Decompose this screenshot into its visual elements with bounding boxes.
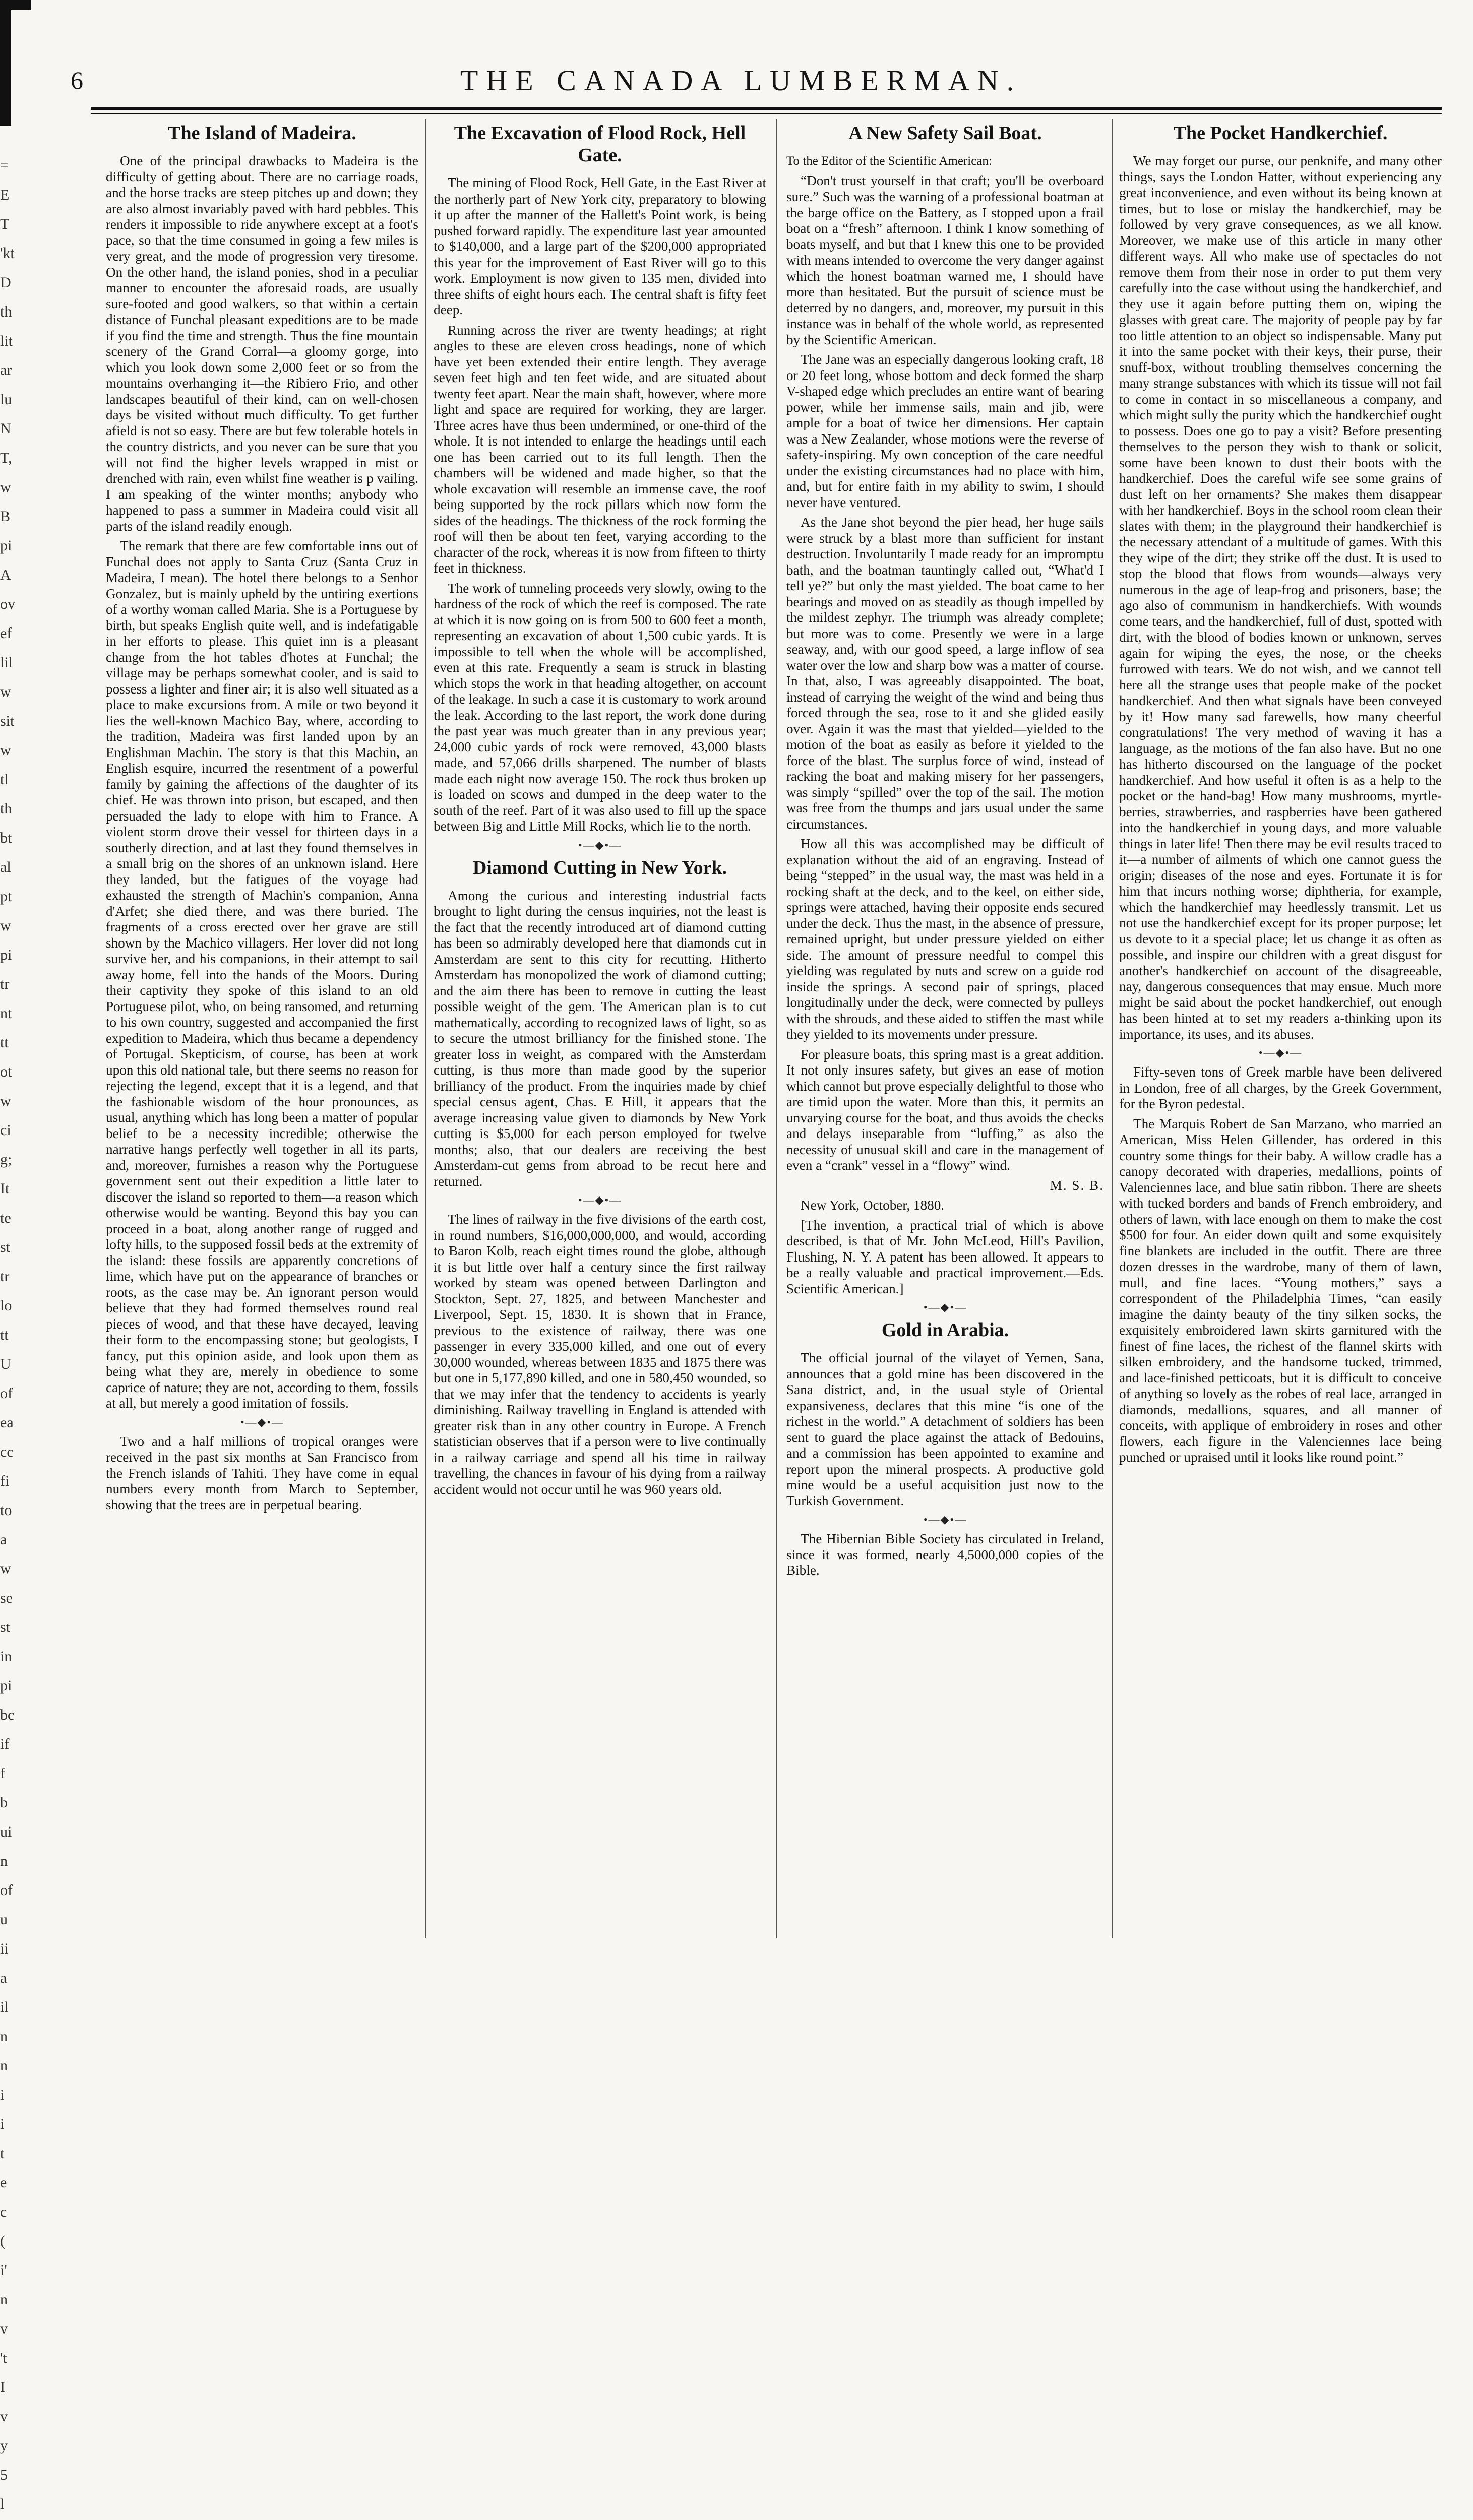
margin-fragment: of bbox=[0, 1882, 13, 1899]
margin-fragment: w bbox=[0, 683, 11, 700]
margin-fragment: te bbox=[0, 1210, 11, 1226]
article-paragraph: How all this was accomplished may be difficult of explanation without the aid of an engraving. Instead of being “stepped” in the usual way, the mast was held in a rocking shaft at the deck, and to the keel, on either side, springs were attached, having their opposite ends secured under the deck. Thus the mast, in the absence of pressure, remained upright, but under pressure yielded on either side. The amount of pressure needful to compel this yielding was regulated by nuts and screw on a guide rod inside the springs. A second pair of springs, placed longitudinally under the deck, were connected by pulleys with the shrouds, and these aided to stiffen the mast while they yielded to its movements under pressure. bbox=[786, 836, 1104, 1042]
margin-fragment: of bbox=[0, 1385, 13, 1402]
article-paragraph: Among the curious and interesting industrial facts brought to light during the census inquiries, not the least is the fact that the recently introduced art of diamond cutting has been so admirably developed here that diamonds cut in Amsterdam are sent to this city for recutting. Hitherto Amsterdam has monopolized the work of diamond cutting; and the aim there has been to remove in cutting the least possible weight of the gem. The American plan is to cut mathematically, according to recognized laws of light, so as to secure the utmost brilliancy for the finished stone. The greater loss in weight, as compared with the Amsterdam cutting, is thus more than made good by the superior brilliancy of the product. From the inquiries made by chief special census agent, Chas. E Hill, it appears that the average increasing value given to diamonds by New York cutting is $5,000 for each person employed for twelve months; also, that our dealers are receiving the best Amsterdam-cut gems from abroad to be recut here and returned. bbox=[434, 888, 766, 1189]
margin-fragment: pt bbox=[0, 888, 12, 905]
news-brief: Two and a half millions of tropical oranges were received in the past six months at San Francisco from the French islands of Tahiti. They have come in equal numbers every month from March to September, showing that the trees are in perpetual bearing. bbox=[106, 1433, 418, 1513]
margin-fragment: sit bbox=[0, 713, 15, 729]
margin-fragment: f bbox=[0, 1765, 5, 1782]
margin-fragment: ot bbox=[0, 1063, 12, 1080]
column-divider bbox=[776, 119, 777, 1938]
section-separator: •—◆•— bbox=[923, 1301, 967, 1313]
margin-fragment: A bbox=[0, 566, 11, 583]
margin-fragment: lu bbox=[0, 391, 12, 408]
margin-fragment: c bbox=[0, 2203, 7, 2220]
margin-fragment: fi bbox=[0, 1473, 10, 1489]
margin-fragment: i bbox=[0, 2116, 5, 2132]
article-paragraph: The remark that there are few comfortable inns out of Funchal does not apply to Santa Cruz (Santa Cruz in Madeira, I mean). The hotel there belongs to a Senhor Gonzalez, but is mainly upheld by the untiring exertions of a worthy woman called Maria. She is a Portuguese by birth, but speaks English quite well, and is indefatigable in her efforts to please. This quiet inn is a pleasant change from the hot tables d'hotes at Funchal; the village may be perhaps somewhat cooler, and is said to possess a lighter and finer air; it is also well situated as a place to make excursions from. A mile or two beyond it lies the well-known Machico Bay, where, according to the tradition, Madeira was first landed upon by an Englishman Machin. The story is that this Machin, an English esquire, incurred the resentment of a powerful family by gaining the affections of the daughter of its chief. He was thrown into prison, but escaped, and then persuaded the lady to elope with him to France. A violent storm drove their vessel for thirteen days in a southerly direction, and at last they found themselves in a small brig on the shores of an unknown island. Here they landed, but the fatigues of the voyage had exhausted the strength of Machin's companion, Anna d'Arfet; she died there, and was there buried. The fragments of a cross erected over her grave are still shown by the Machico villagers. Her lover did not long survive her, and his companions, in their attempt to sail away home, fell into the hands of the Moors. During their captivity they spoke of this island to an old Portuguese pilot, who, on being ransomed, and returning to his own country, suggested and accompanied the first expedition to Madeira, which thus became a dependency of Portugal. Skepticism, of course, has been at work upon this old national tale, but there seems no reason for rejecting the legend, except that it is a legend, and that the fashionable wisdom of the hour pronounces, as usual, anything which has long been a matter of popular belief to be a necessity incredible; otherwise the narrative hangs perfectly well together in all its parts, and, moreover, furnishes a reason why the Portuguese government sent out their expedition a little later to discover the island so reported to them—a reason which otherwise would be wanting. Beyond this bay you can proceed in a boat, along another range of rugged and lofty hills, to the supposed fossil beds at the extremity of the island: these fossils are apparently concretions of lime, which have put on the appearance of branches or roots, as the case may be. An ignorant person would believe that they had formed themselves round real pieces of wood, and that these have decayed, leaving their form to the encompassing stone; but geologists, I fancy, put this opinion aside, and look upon them as being what they are, merely in obedience to some caprice of nature; they are not, according to them, fossils at all, but merely a good imitation of fossils. bbox=[106, 538, 418, 1411]
margin-fragment: = bbox=[0, 157, 9, 174]
margin-fragment: 't bbox=[0, 2350, 7, 2366]
margin-fragment: ea bbox=[0, 1414, 14, 1431]
margin-fragment: tt bbox=[0, 1034, 9, 1051]
article-paragraph: The work of tunneling proceeds very slowly, owing to the hardness of the rock of which the reef is composed. The rate at which it is now going on is from 500 to 600 feet a month, representing an excavation of about 1,500 cubic yards. It is impossible to tell when the whole will be accomplished, even at this rate. Frequently a seam is struck in blasting which stops the work in that heading altogether, on account of the leakage. In such a case it is customary to work around the leak. According to the last report, the work done during the past year was much greater than in any previous year; 24,000 cubic yards of rock were removed, 43,000 blasts made, and 57,066 drills sharpened. The number of blasts made each night now average 150. The rock thus broken up is loaded on scows and dumped in the deep water to the south of the reef. Part of it was also used to fill up the space between Big and Little Mill Rocks, which lie to the north. bbox=[434, 580, 766, 834]
page-edge-mark bbox=[0, 0, 11, 126]
margin-fragment: th bbox=[0, 303, 12, 320]
article-paragraph: The official journal of the vilayet of Yemen, Sana, announces that a gold mine has been discovered in the Sana district, and, in the usual style of Oriental expansiveness, declares that this mine “is one of the richest in the world.” A detachment of soldiers has been sent to guard the place against the attack of Bedouins, and a commission has been appointed to examine and report upon the mineral prospects. A productive gold mine would be a useful acquisition just now to the Turkish Government. bbox=[786, 1350, 1104, 1508]
news-brief: The Hibernian Bible Society has circulated in Ireland, since it was formed, nearly 4,5000,000 copies of the Bible. bbox=[786, 1531, 1104, 1578]
margin-fragment: pi bbox=[0, 1677, 12, 1694]
margin-fragment: ov bbox=[0, 596, 15, 612]
margin-fragment: ef bbox=[0, 625, 12, 642]
article-paragraph: As the Jane shot beyond the pier head, her huge sails were struck by a blast more than sufficient for instant destruction. Involuntarily I made ready for an impromptu bath, and the boatman tauntingly called out, “What'd I tell ye?” but only the mast yielded. The boat came to her bearings and moved on as steadily as though impelled by the mildest zephyr. The triumph was already complete; but more was to come. Presently we were in a large seaway, and, with our good speed, a large inflow of sea water over the low and sharp bow was a matter of course. In that, also, I was agreeably disappointed. The boat, instead of carrying the weight of the wind and being thus forced through the sea, rose to it and she glided easily over. Again it was the mast that yielded—yielded to the motion of the boat as easily as before it yielded to the force of the blast. The surplus force of wind, instead of racking the boat and making misery for her passengers, was simply “spilled” over the top of the sail. The motion was free from the thumps and jars usual under the same circumstances. bbox=[786, 515, 1104, 832]
margin-fragment: to bbox=[0, 1502, 12, 1519]
section-separator: •—◆•— bbox=[578, 1193, 622, 1206]
article-paragraph: The mining of Flood Rock, Hell Gate, in the East River at the northerly part of New York city, preparatory to blowing it up after the manner of the Hallett's Point work, is being pushed forward rapidly. The expenditure last year amounted to $140,000, and a large part of the $200,000 appropriated this year for the improvement of East River will go to this work. Employment is now given to 135 men, divided into three shifts of eight hours each. The central shaft is fifty feet deep. bbox=[434, 175, 766, 318]
margin-fragment: al bbox=[0, 859, 11, 875]
letter-address: To the Editor of the Scientific American: bbox=[786, 154, 992, 168]
section-separator: •—◆•— bbox=[240, 1415, 284, 1428]
news-brief: The Marquis Robert de San Marzano, who married an American, Miss Helen Gillender, has ordered in this country some things for their baby. A willow cradle has a canopy decorated with draperies, medallions, points of Valenciennes lace, and blue satin ribbon. There are sheets with tucked borders and bands of French embroidery, and others of lawn, with lace enough on them to make the cost $500 for four. An eider down quilt and some exquisitely fine blankets are included in the outfit. There are three dozen dresses in the wardrobe, many of them of lawn, mull, and fine laces. “Young mothers,” says a correspondent of the Philadelphia Times, “can easily imagine the dainty beauty of the tiny silken socks, the exquisitely embroidered lawn skirts garnitured with the finest of fine laces, the richest of the flannel skirts with silken embroidery, and the handsome tucked, trimmed, and lace-finished petticoats, but it is difficult to conceive of anything so lovely as the robes of real lace, arranged in diamonds, medallions, squares, and all manner of conceits, with applique of embroidery in roses and other flowers, each figure in the Valenciennes lace being punched or upraised until it looks like round point.” bbox=[1119, 1116, 1442, 1465]
margin-fragment: pi bbox=[0, 947, 12, 963]
margin-fragment: n bbox=[0, 1853, 8, 1869]
margin-fragment: tl bbox=[0, 771, 9, 788]
article-paragraph: For pleasure boats, this spring mast is a great addition. It not only insures safety, but gives an ease of motion which cannot but prove especially delightful to those who are timid upon the water. More than this, it permits an unvarying course for the boat, and thus avoids the checks and delays inseparable from “luffing,” as also the necessity of unusual skill and care in the management of even a “crank” vessel in a “flowy” wind. bbox=[786, 1046, 1104, 1173]
article-paragraph: One of the principal drawbacks to Madeira is the difficulty of getting about. There are no carriage roads, and the horse tracks are steep pitches up and down; they are also almost invariably paved with hard pebbles. This renders it impossible to ride anywhere except at a foot's pace, so that the time consumed in going a few miles is very great, and the mode of progression very tiresome. On the other hand, the island ponies, shod in a peculiar manner to encounter the aforesaid roads, are usually sure-footed and good walkers, so that within a certain distance of Funchal pleasant expeditions are to be made if you find the time and strength. Thus the fine mountain scenery of the Grand Corral—a gloomy gorge, into which you look down some 2,000 feet or so from the mountains overhanging it—the Ribiero Frio, and other landscapes beautiful of their kind, can on well-chosen days be visited without much difficulty. To get further afield is not so easy. There are but few tolerable hotels in the country districts, and you never can be sure that you will not find the higher levels wrapped in mist or drenched with rain, even whilst fine weather is p vailing. I am speaking of the winter months; anybody who happened to pass a summer in Madeira could visit all parts of the island readily enough. bbox=[106, 153, 418, 534]
margin-fragment: in bbox=[0, 1648, 12, 1665]
margin-fragment: il bbox=[0, 1999, 9, 2015]
margin-fragment: B bbox=[0, 508, 11, 525]
margin-fragment: tr bbox=[0, 1268, 10, 1285]
section-separator: •—◆•— bbox=[1258, 1046, 1303, 1059]
margin-fragment: ar bbox=[0, 362, 12, 379]
margin-fragment: T bbox=[0, 216, 10, 232]
margin-fragment: w bbox=[0, 1560, 11, 1577]
section-separator: •—◆•— bbox=[923, 1513, 967, 1526]
article-title: Gold in Arabia. bbox=[881, 1319, 1009, 1341]
margin-fragment: It bbox=[0, 1180, 10, 1197]
margin-fragment: w bbox=[0, 1093, 11, 1109]
column-2 bbox=[434, 119, 766, 1938]
article-title: The Excavation of Flood Rock, Hell Gate. bbox=[454, 122, 746, 166]
margin-fragment: lo bbox=[0, 1297, 12, 1314]
margin-fragment: pi bbox=[0, 537, 12, 554]
column-divider bbox=[1112, 119, 1113, 1938]
margin-fragment: st bbox=[0, 1239, 11, 1255]
margin-fragment: ( bbox=[0, 2233, 5, 2249]
margin-fragment: nt bbox=[0, 1005, 12, 1022]
section-separator: •—◆•— bbox=[578, 838, 622, 851]
margin-fragment: th bbox=[0, 800, 12, 817]
running-head bbox=[35, 60, 1447, 106]
margin-fragment: tr bbox=[0, 976, 10, 992]
margin-fragment: b bbox=[0, 1794, 8, 1811]
article-paragraph: “Don't trust yourself in that craft; you'll be overboard sure.” Such was the warning of a professional boatman at the barge office on the Battery, as I stopped upon a frail boat on a “fresh” afternoon. I think I know something of boats myself, and but that I knew this one to be provided with means intended to overcome the very danger against which the honest boatman warned me, I should have more than hesitated. But the pursuit of science must be deterred by no dangers, and, moreover, my pursuit in this instance was in behalf of the whole world, as represented by the Scientific American. bbox=[786, 173, 1104, 347]
margin-fragment: U bbox=[0, 1356, 11, 1372]
margin-fragment: ci bbox=[0, 1122, 11, 1139]
margin-fragment: w bbox=[0, 479, 11, 495]
margin-fragment: ui bbox=[0, 1823, 12, 1840]
article-title: Diamond Cutting in New York. bbox=[472, 857, 727, 878]
column-4 bbox=[1119, 119, 1442, 1938]
margin-fragment: D bbox=[0, 274, 11, 291]
margin-fragment: se bbox=[0, 1590, 13, 1606]
margin-fragment: n bbox=[0, 2291, 8, 2308]
margin-fragment: w bbox=[0, 917, 11, 934]
margin-fragment: w bbox=[0, 742, 11, 759]
margin-fragment: 'kt bbox=[0, 245, 15, 262]
margin-fragment: y bbox=[0, 2437, 8, 2454]
header-rule bbox=[91, 107, 1442, 110]
signature: M. S. B. bbox=[1050, 1177, 1104, 1193]
margin-fragment: 5 bbox=[0, 2467, 8, 2483]
paper-title: THE CANADA LUMBERMAN. bbox=[460, 64, 1022, 97]
margin-fragment: a bbox=[0, 1531, 7, 1548]
margin-fragment: v bbox=[0, 2408, 8, 2425]
news-brief: The lines of railway in the five divisions of the earth cost, in round numbers, $16,000,000,000, and would, according to Baron Kolb, reach eight times round the globe, although it is but little over half a century since the first railway worked by steam was opened between Darlington and Stockton, Sept. 27, 1825, and between Manchester and Liverpool, Sept. 15, 1830. It is shown that in France, previous to the existence of railway, there was one passenger in every 335,000 killed, and one out of every 30,000 wounded, whereas between 1835 and 1875 there was but one in 5,177,890 killed, and one in 580,450 wounded, so that we may infer that the tendency to accidents is yearly diminishing. Railway travelling in England is attended with greater risk than in any other country in Europe. A French statistician observes that if a person were to live continually in a railway carriage and spend all his time in railway travelling, the chances in favour of his dying from a railway accident would not occur until he was 960 years old. bbox=[434, 1212, 766, 1497]
dateline: New York, October, 1880. bbox=[801, 1198, 945, 1213]
article-paragraph: The Jane was an especially dangerous looking craft, 18 or 20 feet long, whose bottom and deck formed the sharp V-shaped edge which precludes an entire want of bearing power, while her immense sails, main and jib, were ample for a boat of twice her dimensions. Her captain was a New Zealander, whose motions were the reverse of safety-inspiring. My own conception of the care needful under the existing circumstances had no place with him, and, but for entire faith in my ability to swim, I should never have ventured. bbox=[786, 352, 1104, 510]
margin-fragment: i bbox=[0, 2087, 5, 2103]
margin-fragment: I bbox=[0, 2379, 5, 2396]
margin-fragment: u bbox=[0, 1911, 8, 1928]
margin-fragment: E bbox=[0, 186, 10, 203]
page-number: 6 bbox=[71, 66, 83, 94]
margin-fragment: lit bbox=[0, 333, 13, 349]
margin-fragment: if bbox=[0, 1736, 10, 1752]
column-3 bbox=[786, 119, 1104, 1938]
margin-fragment: bc bbox=[0, 1707, 15, 1723]
margin-fragment: v bbox=[0, 2320, 8, 2337]
margin-fragment: a bbox=[0, 1970, 7, 1986]
margin-fragment: g; bbox=[0, 1151, 12, 1168]
margin-fragment: bt bbox=[0, 830, 12, 846]
margin-fragment: T, bbox=[0, 450, 12, 466]
news-brief: Fifty-seven tons of Greek marble have been delivered in London, free of all charges, by the Greek Government, for the Byron pedestal. bbox=[1119, 1064, 1442, 1111]
editor-note: [The invention, a practical trial of which is above described, is that of Mr. John McLeod, Hill's Pavilion, Flushing, N. Y. A patent has been allowed. It appears to be a really valuable and practical improvement.—Eds. Scientific American.] bbox=[786, 1217, 1104, 1296]
margin-fragment: tt bbox=[0, 1327, 9, 1343]
margin-fragment: e bbox=[0, 2174, 7, 2191]
article-paragraph: We may forget our purse, our penknife, and many other things, says the London Hatter, without experiencing any great inconvenience, and even without its being known at times, but to lose or mislay the handkerchief, may be followed by very grave consequences, as we all know. Moreover, we make use of this article in many other different ways. All who make use of spectacles do not remove them from their nose in order to put them very carefully into the case without using the handkerchief, and they use it again before putting them on, wiping the glasses with great care. The majority of people pay by far too little attention to an object so indispensable. Many put it into the same pocket with their keys, their purse, their snuff-box, without troubling themselves concerning the many strange substances with which its tissue will not fail to come in contact in so miscellaneous a company, and which might sully the purity which the handkerchief ought to possess. Does one go to pay a visit? Before presenting themselves to the person they wish to thank or solicit, some have been known to dust their boots with the handkerchief. Does the careful wife see some grains of dust left on her ornaments? She makes them disappear with her handkerchief. Boys in the school room clean their slates with them; in the playground their handkerchief is the necessary attendant of a multitude of games. With this they wipe of the dirt; they strike off the dust. It is used to stop the blood that flows from wounds—always very numerous in the age of leap-frog and prisoners, base; the ago also of communism in handkerchiefs. With wounds come tears, and the handkerchief, full of dust, spotted with dirt, with the blood of bodies known or unknown, serves again for wiping the eyes, the nose, or the cheeks furrowed with tears. We do not wish, and we cannot tell here all the strange uses that people make of the pocket handkerchief. And then what signals have been conveyed by it! How many sad farewells, how many cheerful congratulations! The very method of waving it has a language, as the motions of the fan also have. But no one has hitherto discoursed on the language of the pocket handkerchief. And how useful it often is as a help to the pocket or the hand-bag! How many mushrooms, myrtle-berries, strawberries, and raspberries have been gathered into the handkerchief in young days, and more valuable things in later life! Then there may be evil results traced to it—a number of ailments of which one cannot guess the origin; diseases of the nose and eyes. Fortunate it is for him that incurs nothing worse; diphtheria, for example, which the handkerchief may heedlessly transmit. Let us not use the handkerchief except for its proper purpose; let us devote to it a special place; let us change it as often as possible, and inspire our children with a great disgust for another's handkerchief on account of the disagreeable, nay, dangerous consequences that may ensue. Much more might be said about the pocket handkerchief, out enough has been hinted at to set my readers a-thinking upon its importance, its uses, and its abuses. bbox=[1119, 153, 1442, 1042]
margin-fragment: lil bbox=[0, 654, 13, 671]
article-title: The Pocket Handkerchief. bbox=[1173, 122, 1388, 144]
page-edge-notch bbox=[11, 0, 31, 10]
margin-fragment: i' bbox=[0, 2262, 7, 2279]
margin-fragment: l bbox=[0, 2496, 5, 2512]
margin-fragment: n bbox=[0, 2057, 8, 2074]
column-divider bbox=[425, 119, 426, 1938]
margin-fragment: n bbox=[0, 2028, 8, 2045]
margin-fragment: cc bbox=[0, 1443, 14, 1460]
article-title: The Island of Madeira. bbox=[168, 122, 356, 144]
article-paragraph: Running across the river are twenty headings; at right angles to these are eleven cross headings, none of which have yet been extended their entire length. They average seven feet high and ten feet wide, and are situated about twenty feet apart. Near the main shaft, however, where more light and space are required for working, they are larger. Three acres have thus been undermined, or one-third of the whole. It is not intended to enlarge the headings until each one has been carried out to its full length. Then the chambers will be widened and made higher, so that the whole excavation will resemble an immense cave, the roof being supported by the rock pillars which now form the sides of the headings. The thickness of the rock forming the roof will then be about ten feet, varying according to the character of the rock, whereas it is now from fifteen to thirty feet in thickness. bbox=[434, 322, 766, 576]
column-1 bbox=[106, 119, 418, 1938]
margin-fragment: st bbox=[0, 1619, 11, 1635]
cropped-margin-text bbox=[0, 151, 30, 2512]
header-rule-thin bbox=[91, 113, 1442, 114]
margin-fragment: N bbox=[0, 420, 11, 437]
article-title: A New Safety Sail Boat. bbox=[848, 122, 1042, 144]
margin-fragment: t bbox=[0, 2145, 5, 2162]
margin-fragment: ii bbox=[0, 1940, 9, 1957]
